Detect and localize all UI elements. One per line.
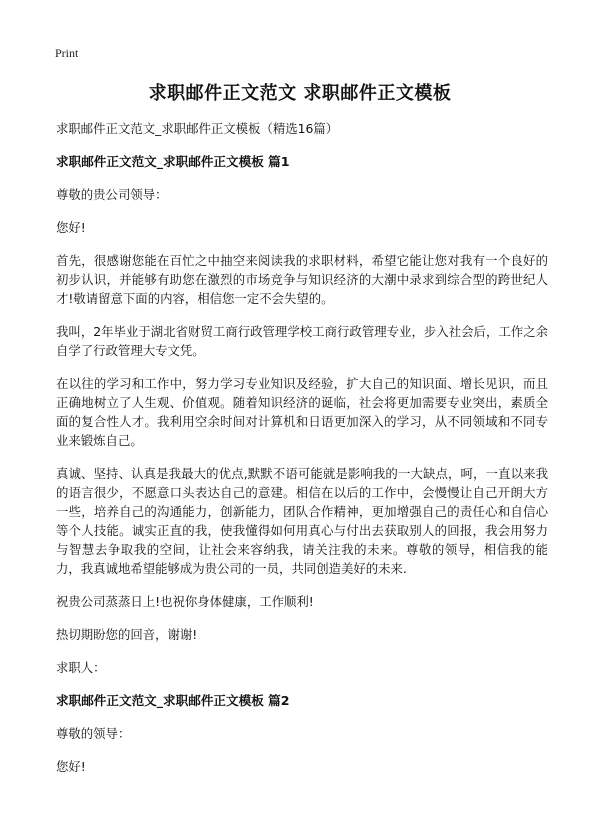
body-paragraph: 首先，很感谢您能在百忙之中抽空来阅读我的求职材料，希望它能让您对我有一个良好的初步认识，并能够有助您在激烈的市场竞争与知识经济的大潮中录求到综合型的跨世纪人才!敬请留意下面的内容，相信您一定不会失望的。 [56, 253, 548, 306]
signature-line: 求职人： [56, 660, 106, 675]
body-paragraph: 我叫，2年毕业于湖北省财贸工商行政管理学校工商行政管理专业，步入社会后，工作之余自学了行政管理大专文凭。 [56, 324, 548, 358]
article-body [56, 119, 548, 790]
closing-thanks: 热切期盼您的回音，谢谢! [56, 627, 198, 642]
section-heading: 求职邮件正文范文_求职邮件正文模板 篇2 [56, 693, 290, 708]
greeting: 您好! [56, 759, 86, 774]
section-heading: 求职邮件正文范文_求职邮件正文模板 篇1 [56, 154, 290, 169]
greeting: 您好! [56, 220, 86, 235]
closing-wish: 祝贵公司蒸蒸日上!也祝你身体健康，工作顺利! [56, 594, 314, 609]
print-link[interactable]: Print [55, 46, 79, 60]
salutation: 尊敬的贵公司领导： [56, 187, 168, 202]
page-title: 求职邮件正文范文 求职邮件正文模板 [148, 83, 452, 104]
article-subtitle: 求职邮件正文范文_求职邮件正文模板（精选16篇） [56, 121, 339, 136]
body-paragraph: 真诚、坚持、认真是我最大的优点,默默不语可能就是影响我的一大缺点，呵，一直以来我的语言很少，不愿意口头表达自己的意建。相信在以后的工作中，会慢慢让自己开朗大方一些，培养自己的沟通能力，创新能力，团队合作精神，更加增强自己的责任心和自信心等个人技能。诚实正直的我，使我懂得如何用真心与付出去获取别人的回报，我会用努力与智慧去争取我的空间，让社会来容纳我，请关注我的未来。尊敬的领导，相信我的能力，我真诚地希望能够成为贵公司的一员，共同创造美好的未来. [56, 466, 548, 576]
body-paragraph: 在以往的学习和工作中，努力学习专业知识及经验，扩大自己的知识面、增长见识，而且正确地树立了人生观、价值观。随着知识经济的诞临，社会将更加需要专业突出，素质全面的复合性人才。我利用空余时间对计算机和日语更加深入的学习，从不同领域和不同专业来锻炼自己。 [56, 376, 548, 448]
salutation: 尊敬的领导： [56, 726, 131, 741]
